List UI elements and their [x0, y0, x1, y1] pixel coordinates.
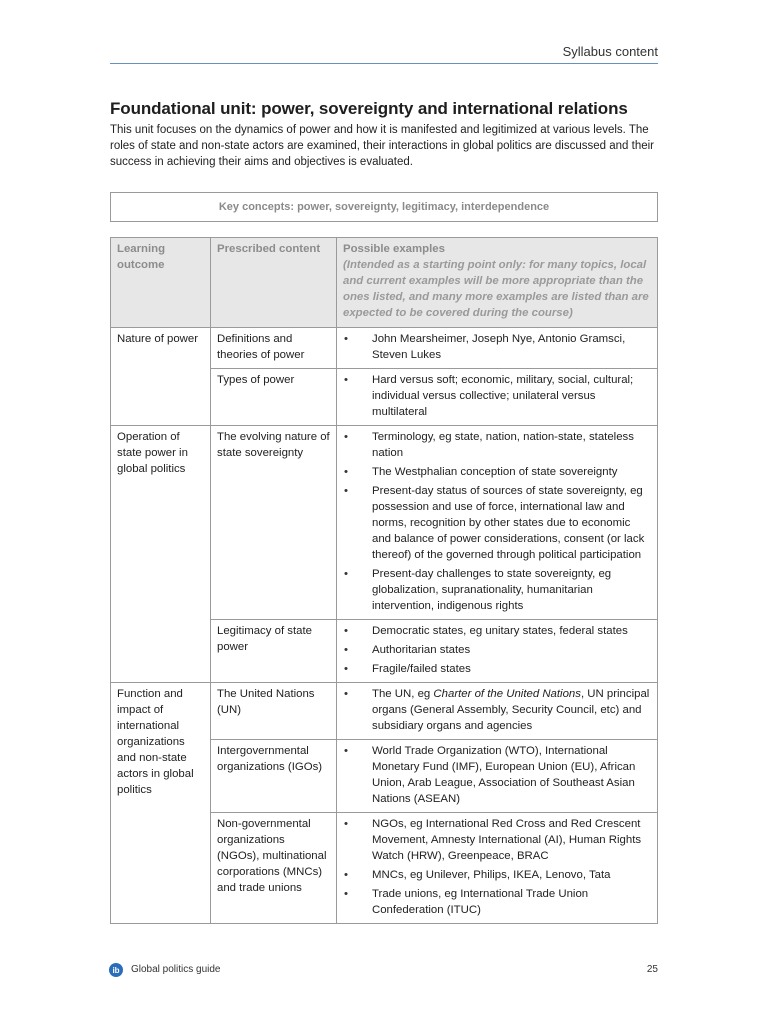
- table-row: [111, 683, 658, 740]
- footer-guide-title: Global politics guide: [131, 964, 221, 975]
- example-item: • Trade unions, eg International Trade Union Confederation (ITUC): [343, 886, 651, 918]
- content-cell: Legitimacy of state power: [211, 620, 337, 683]
- example-item: • World Trade Organization (WTO), International Monetary Fund (IMF), European Union (EU), African Union, Arab League, Association of Southeast Asian Nations (ASEAN): [343, 743, 651, 807]
- examples-cell: [337, 813, 658, 924]
- example-item: • John Mearsheimer, Joseph Nye, Antonio Gramsci, Steven Lukes: [343, 331, 651, 363]
- outcome-nature-of-power: Nature of power: [111, 328, 211, 426]
- ib-logo-text: ib: [112, 966, 120, 975]
- content-cell: The evolving nature of state sovereignty: [211, 426, 337, 620]
- content-cell: Non-governmental organizations (NGOs), multinational corporations (MNCs) and trade unions: [211, 813, 337, 924]
- ib-logo-icon: [109, 963, 123, 977]
- content-cell: Definitions and theories of power: [211, 328, 337, 369]
- example-item: • Authoritarian states: [343, 642, 651, 658]
- header-examples-label: Possible examples: [343, 243, 445, 255]
- content-cell: The United Nations (UN): [211, 683, 337, 740]
- running-header: Syllabus content: [562, 44, 658, 59]
- examples-cell: [337, 328, 658, 369]
- unit-title: Foundational unit: power, sovereignty and international relations: [110, 99, 628, 118]
- outcome-organizations: Function and impact of international organizations and non-state actors in global politics: [111, 683, 211, 924]
- example-item: [343, 686, 651, 734]
- example-italic-title: Charter of the United Nations: [433, 688, 581, 700]
- example-item: • Terminology, eg state, nation, nation-state, stateless nation: [343, 429, 651, 461]
- example-text: The UN, eg: [372, 688, 434, 700]
- example-item: • NGOs, eg International Red Cross and Red Crescent Movement, Amnesty International (AI), Human Rights Watch (HRW), Greenpeace, BRAC: [343, 816, 651, 864]
- example-item: • Hard versus soft; economic, military, social, cultural; individual versus collective; unilateral versus multilateral: [343, 372, 651, 420]
- example-item: • Democratic states, eg unitary states, federal states: [343, 623, 651, 639]
- header-learning-outcome: Learning outcome: [111, 238, 211, 328]
- key-concepts-text: Key concepts: power, sovereignty, legitimacy, interdependence: [218, 201, 550, 213]
- key-concepts-box: [110, 192, 658, 222]
- header-examples-note: (Intended as a starting point only: for many topics, local and current examples will be more appropriate than the ones listed, and many more examples are listed than are expected to be covered during the course): [343, 259, 649, 319]
- table-row: [111, 426, 658, 620]
- header-rule: [110, 63, 658, 64]
- example-item: • The Westphalian conception of state sovereignty: [343, 464, 651, 480]
- example-item: • MNCs, eg Unilever, Philips, IKEA, Lenovo, Tata: [343, 867, 651, 883]
- example-item: • Present-day challenges to state sovereignty, eg globalization, supranationality, humanitarian intervention, indigenous rights: [343, 566, 651, 614]
- unit-intro: This unit focuses on the dynamics of power and how it is manifested and legitimized at various levels. The roles of state and non-state actors are examined, their interactions in global politics are discussed and their success in achieving their aims and objectives is evaluated.: [110, 124, 654, 168]
- content-cell: Intergovernmental organizations (IGOs): [211, 740, 337, 813]
- examples-cell: [337, 620, 658, 683]
- examples-cell: [337, 369, 658, 426]
- header-possible-examples: [337, 238, 658, 328]
- header-prescribed-content: Prescribed content: [211, 238, 337, 328]
- syllabus-table: [110, 237, 658, 924]
- example-text: , UN principal organs (General Assembly, Security Council, etc) and subsidiary organs and agencies: [372, 688, 650, 732]
- table-row: [111, 328, 658, 369]
- table-header-row: [111, 238, 658, 328]
- example-item: • Fragile/failed states: [343, 661, 651, 677]
- examples-cell: [337, 740, 658, 813]
- page-number: 25: [646, 964, 658, 975]
- outcome-state-power: Operation of state power in global politics: [111, 426, 211, 683]
- content-cell: Types of power: [211, 369, 337, 426]
- examples-cell: [337, 426, 658, 620]
- examples-cell: [337, 683, 658, 740]
- example-item: • Present-day status of sources of state sovereignty, eg possession and use of force, international law and norms, recognition by other states due to economic and balance of power considerations, consent (or lack thereof) of the governed through political participation: [343, 483, 651, 563]
